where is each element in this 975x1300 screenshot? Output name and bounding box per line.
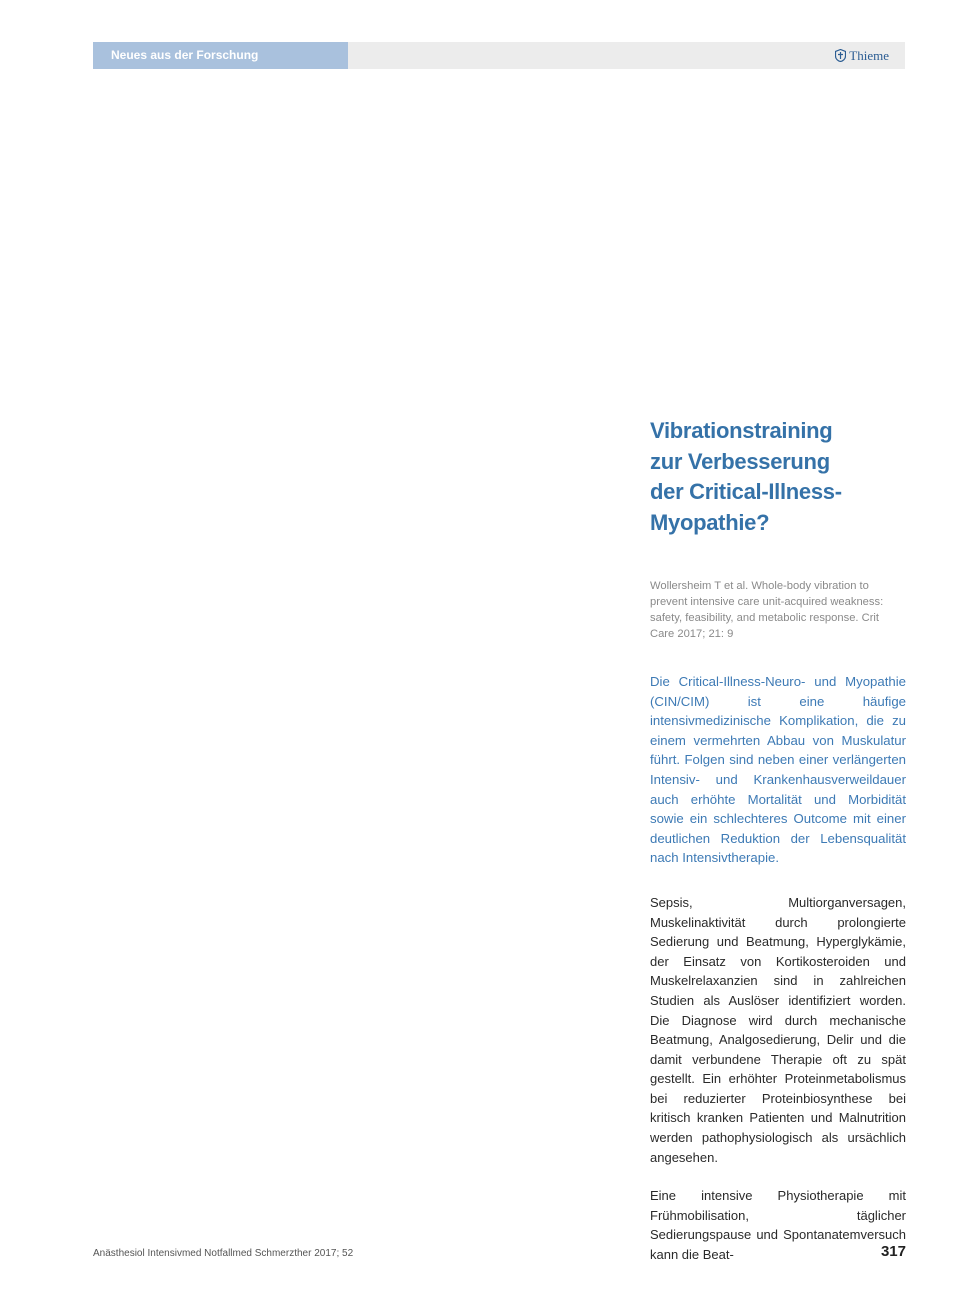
publisher-logo <box>835 42 889 69</box>
title-line: zur Verbesserung <box>650 448 830 474</box>
title-line: der Critical-Illness- <box>650 479 842 504</box>
article-column <box>650 416 906 1265</box>
page-number: 317 <box>880 1243 906 1260</box>
reference-citation: Wollersheim T et al. Whole-body vibration to prevent intensive care unit-acquired weakness: safety, feasibility, and metabolic response. Crit Care 2017; 21: 9 <box>650 580 884 640</box>
title-line: Vibrationstraining <box>650 418 833 443</box>
lead-paragraph: Die Critical-Illness-Neuro- und Myopathie (CIN/CIM) ist eine häufige intensivmedizinische Komplikation, die zu einem vermehrten Abbau von Muskulatur führt. Folgen sind neben einer verlängerten Intensiv- und Krankenhausverweildauer auch erhöhte Mortalität und Morbidität sowie ein schlechteres Outcome mit einer deutlichen Reduktion der Lebensqualität nach Intensivtherapie. <box>650 674 906 866</box>
journal-citation: Anästhesiol Intensivmed Notfallmed Schmerzther 2017; 52 <box>93 1248 354 1259</box>
title-line: Myopathie? <box>650 509 770 535</box>
publisher-name: Thieme <box>849 47 889 63</box>
thieme-emblem-icon <box>835 49 846 62</box>
article-title <box>650 416 906 538</box>
body-paragraph: Eine intensive Physiotherapie mit Frühmobilisation, täglicher Sedierungspause und Spontanatemversuch kann die Beat- <box>650 1188 906 1263</box>
running-header <box>93 42 905 69</box>
section-label: Neues aus der Forschung <box>93 42 348 69</box>
body-paragraph: Sepsis, Multiorganversagen, Muskelinaktivität durch prolongierte Sedierung und Beatmung, Hyperglykämie, der Einsatz von Kortikosteroiden und Muskelrelaxanzien sind in zahlreichen Studien als Auslöser identifiziert worden. Die Diagnose wird durch mechanische Beatmung, Analgosedierung, Delir und die damit verbundene Therapie oft zu spät gestellt. Ein erhöhter Proteinmetabolismus bei reduzierter Proteinbiosynthese bei kritisch kranken Patienten und Malnutrition werden pathophysiologisch als ursächlich angesehen. <box>650 894 906 1165</box>
